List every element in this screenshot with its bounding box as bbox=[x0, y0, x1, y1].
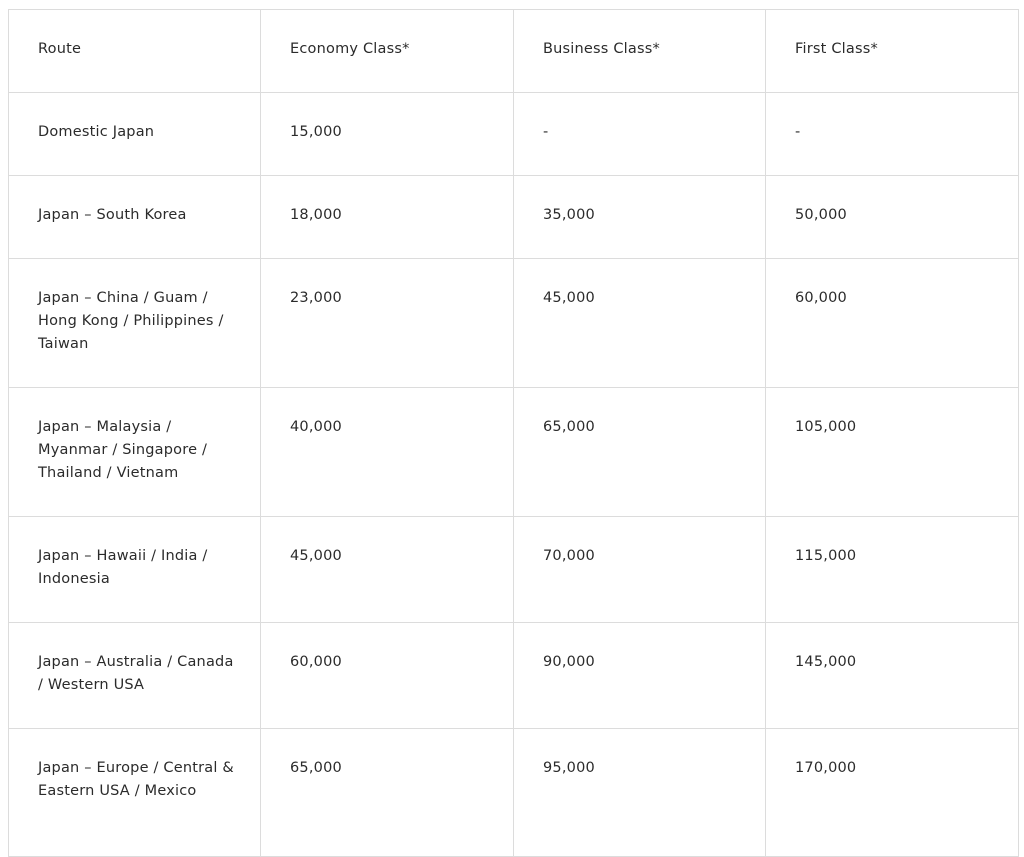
table-row bbox=[9, 388, 1019, 517]
route-cell: Japan – Hawaii / India / Indonesia bbox=[9, 517, 261, 623]
business-cell: 65,000 bbox=[514, 388, 766, 517]
route-cell: Domestic Japan bbox=[9, 93, 261, 176]
header-first: First Class* bbox=[766, 10, 1019, 93]
route-cell: Japan – Australia / Canada / Western USA bbox=[9, 623, 261, 729]
award-chart-table bbox=[8, 9, 1019, 857]
business-cell: 90,000 bbox=[514, 623, 766, 729]
business-cell: 95,000 bbox=[514, 729, 766, 857]
table-row bbox=[9, 729, 1019, 857]
economy-cell: 45,000 bbox=[261, 517, 514, 623]
route-cell: Japan – China / Guam / Hong Kong / Philippines / Taiwan bbox=[9, 259, 261, 388]
first-cell: 105,000 bbox=[766, 388, 1019, 517]
table-row bbox=[9, 176, 1019, 259]
first-cell: 60,000 bbox=[766, 259, 1019, 388]
route-cell: Japan – Malaysia / Myanmar / Singapore / Thailand / Vietnam bbox=[9, 388, 261, 517]
table-row bbox=[9, 623, 1019, 729]
first-cell: 50,000 bbox=[766, 176, 1019, 259]
economy-cell: 23,000 bbox=[261, 259, 514, 388]
header-route: Route bbox=[9, 10, 261, 93]
first-cell: - bbox=[766, 93, 1019, 176]
economy-cell: 60,000 bbox=[261, 623, 514, 729]
economy-cell: 15,000 bbox=[261, 93, 514, 176]
first-cell: 115,000 bbox=[766, 517, 1019, 623]
economy-cell: 18,000 bbox=[261, 176, 514, 259]
table-header-row bbox=[9, 10, 1019, 93]
business-cell: - bbox=[514, 93, 766, 176]
business-cell: 35,000 bbox=[514, 176, 766, 259]
business-cell: 70,000 bbox=[514, 517, 766, 623]
economy-cell: 65,000 bbox=[261, 729, 514, 857]
business-cell: 45,000 bbox=[514, 259, 766, 388]
first-cell: 145,000 bbox=[766, 623, 1019, 729]
table-row bbox=[9, 259, 1019, 388]
header-business: Business Class* bbox=[514, 10, 766, 93]
header-economy: Economy Class* bbox=[261, 10, 514, 93]
economy-cell: 40,000 bbox=[261, 388, 514, 517]
route-cell: Japan – South Korea bbox=[9, 176, 261, 259]
route-cell: Japan – Europe / Central & Eastern USA / Mexico bbox=[9, 729, 261, 857]
table-row bbox=[9, 93, 1019, 176]
table-row bbox=[9, 517, 1019, 623]
first-cell: 170,000 bbox=[766, 729, 1019, 857]
